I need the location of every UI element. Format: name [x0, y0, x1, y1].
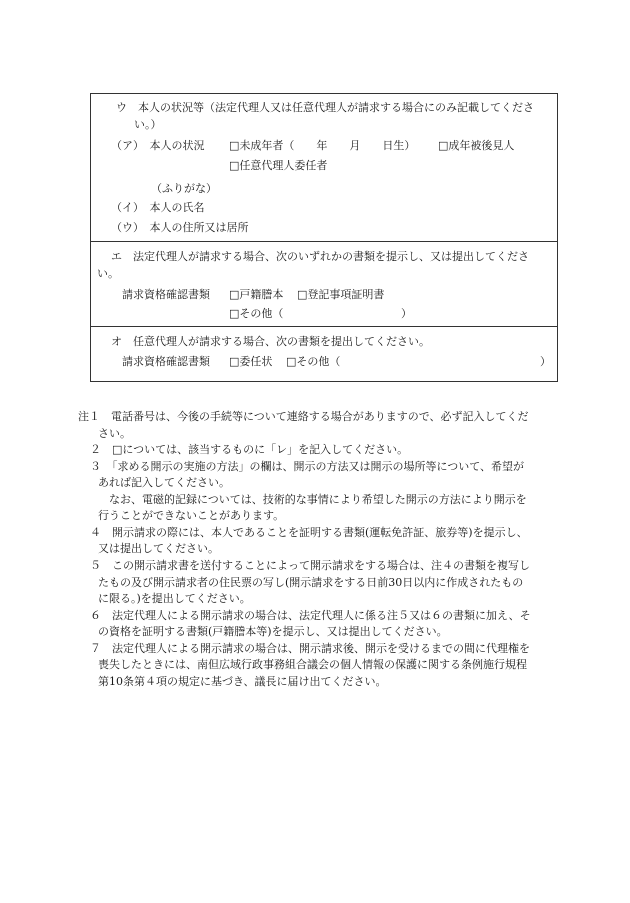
section-divider-e-o: [90, 326, 558, 327]
note-3-cont: あれば記入してください。: [98, 476, 230, 489]
note-3: ３ 「求める開示の実施の方法」の欄は、開示の方法又は開示の場所等について、希望が: [90, 460, 525, 473]
checkbox-power-of-attorney[interactable]: □委任状: [229, 355, 273, 368]
note-1: 注１ 電話番号は、今後の手続等について連絡する場合がありますので、必ず記入してくだ: [78, 410, 529, 423]
section-o-title: オ 任意代理人が請求する場合、次の書類を提出してください。: [111, 335, 430, 348]
principal-status-label: （ア） 本人の状況: [111, 139, 205, 152]
note-4: ４ 開示請求の際には、本人であることを証明する書類(運転免許証、旅券等)を提示し、: [90, 526, 528, 539]
other-e-close-paren: ）: [401, 307, 412, 320]
checkbox-delegator[interactable]: □任意代理人委任者: [229, 159, 328, 172]
checkbox-other-o[interactable]: □その他（: [286, 355, 341, 368]
section-u-title-cont: い。）: [134, 118, 162, 131]
checkbox-adult-ward[interactable]: □成年被後見人: [438, 139, 515, 152]
note-7: ７ 法定代理人による開示請求の場合は、開示請求後、開示を受けるまでの間に代理権を: [90, 642, 530, 655]
principal-name-label: （イ） 本人の氏名: [111, 201, 205, 214]
note-6: ６ 法定代理人による開示請求の場合は、法定代理人に係る注５又は６の書類に加え、そ: [90, 609, 531, 622]
checkbox-minor[interactable]: □未成年者（ 年 月 日生）: [229, 139, 416, 152]
furigana-label: （ふりがな）: [151, 182, 217, 195]
section-u-title: ウ 本人の状況等（法定代理人又は任意代理人が請求する場合にのみ記載してくださ: [116, 101, 534, 114]
note-3-addendum-cont: 行うことができないことがあります。: [98, 509, 285, 522]
note-7-cont: 喪失したときには、南但広域行政事務組合議会の個人情報の保護に関する条例施行規程: [98, 658, 527, 671]
principal-address-label: （ウ） 本人の住所又は居所: [111, 221, 249, 234]
note-7-cont-2: 第10条第４項の規定に基づき、議長に届け出てください。: [98, 675, 387, 688]
section-e-title-cont: い。: [97, 267, 119, 280]
note-6-cont: の資格を証明する書類(戸籍謄本等)を提示し、又は提出してください。: [98, 625, 448, 638]
section-e-title: エ 法定代理人が請求する場合、次のいずれかの書類を提示し、又は提出してくださ: [111, 250, 529, 263]
note-3-addendum: なお、電磁的記録については、技術的な事情により希望した開示の方法により開示を: [109, 493, 527, 506]
checkbox-other-e[interactable]: □その他（: [229, 307, 284, 320]
other-o-close-paren: ）: [540, 355, 551, 368]
note-5-cont: たもの及び開示請求者の住民票の写し(開示請求をする日前30日以内に作成されたもの: [98, 576, 524, 589]
note-5-cont-2: に限る。)を提出してください。: [98, 592, 251, 605]
note-5: ５ この開示請求書を送付することによって開示請求をする場合は、注４の書類を複写し: [90, 559, 530, 572]
section-e-docs-label: 請求資格確認書類: [122, 288, 210, 301]
note-4-cont: 又は提出してください。: [98, 542, 219, 555]
note-1-cont: さい。: [98, 427, 131, 440]
section-divider-u-e: [90, 241, 558, 242]
note-2: ２ □については、該当するものに「レ」を記入してください。: [90, 443, 409, 456]
section-o-docs-label: 請求資格確認書類: [122, 355, 210, 368]
checkbox-koseki[interactable]: □戸籍謄本: [229, 288, 284, 301]
checkbox-registry-certificate[interactable]: □登記事項証明書: [297, 288, 385, 301]
